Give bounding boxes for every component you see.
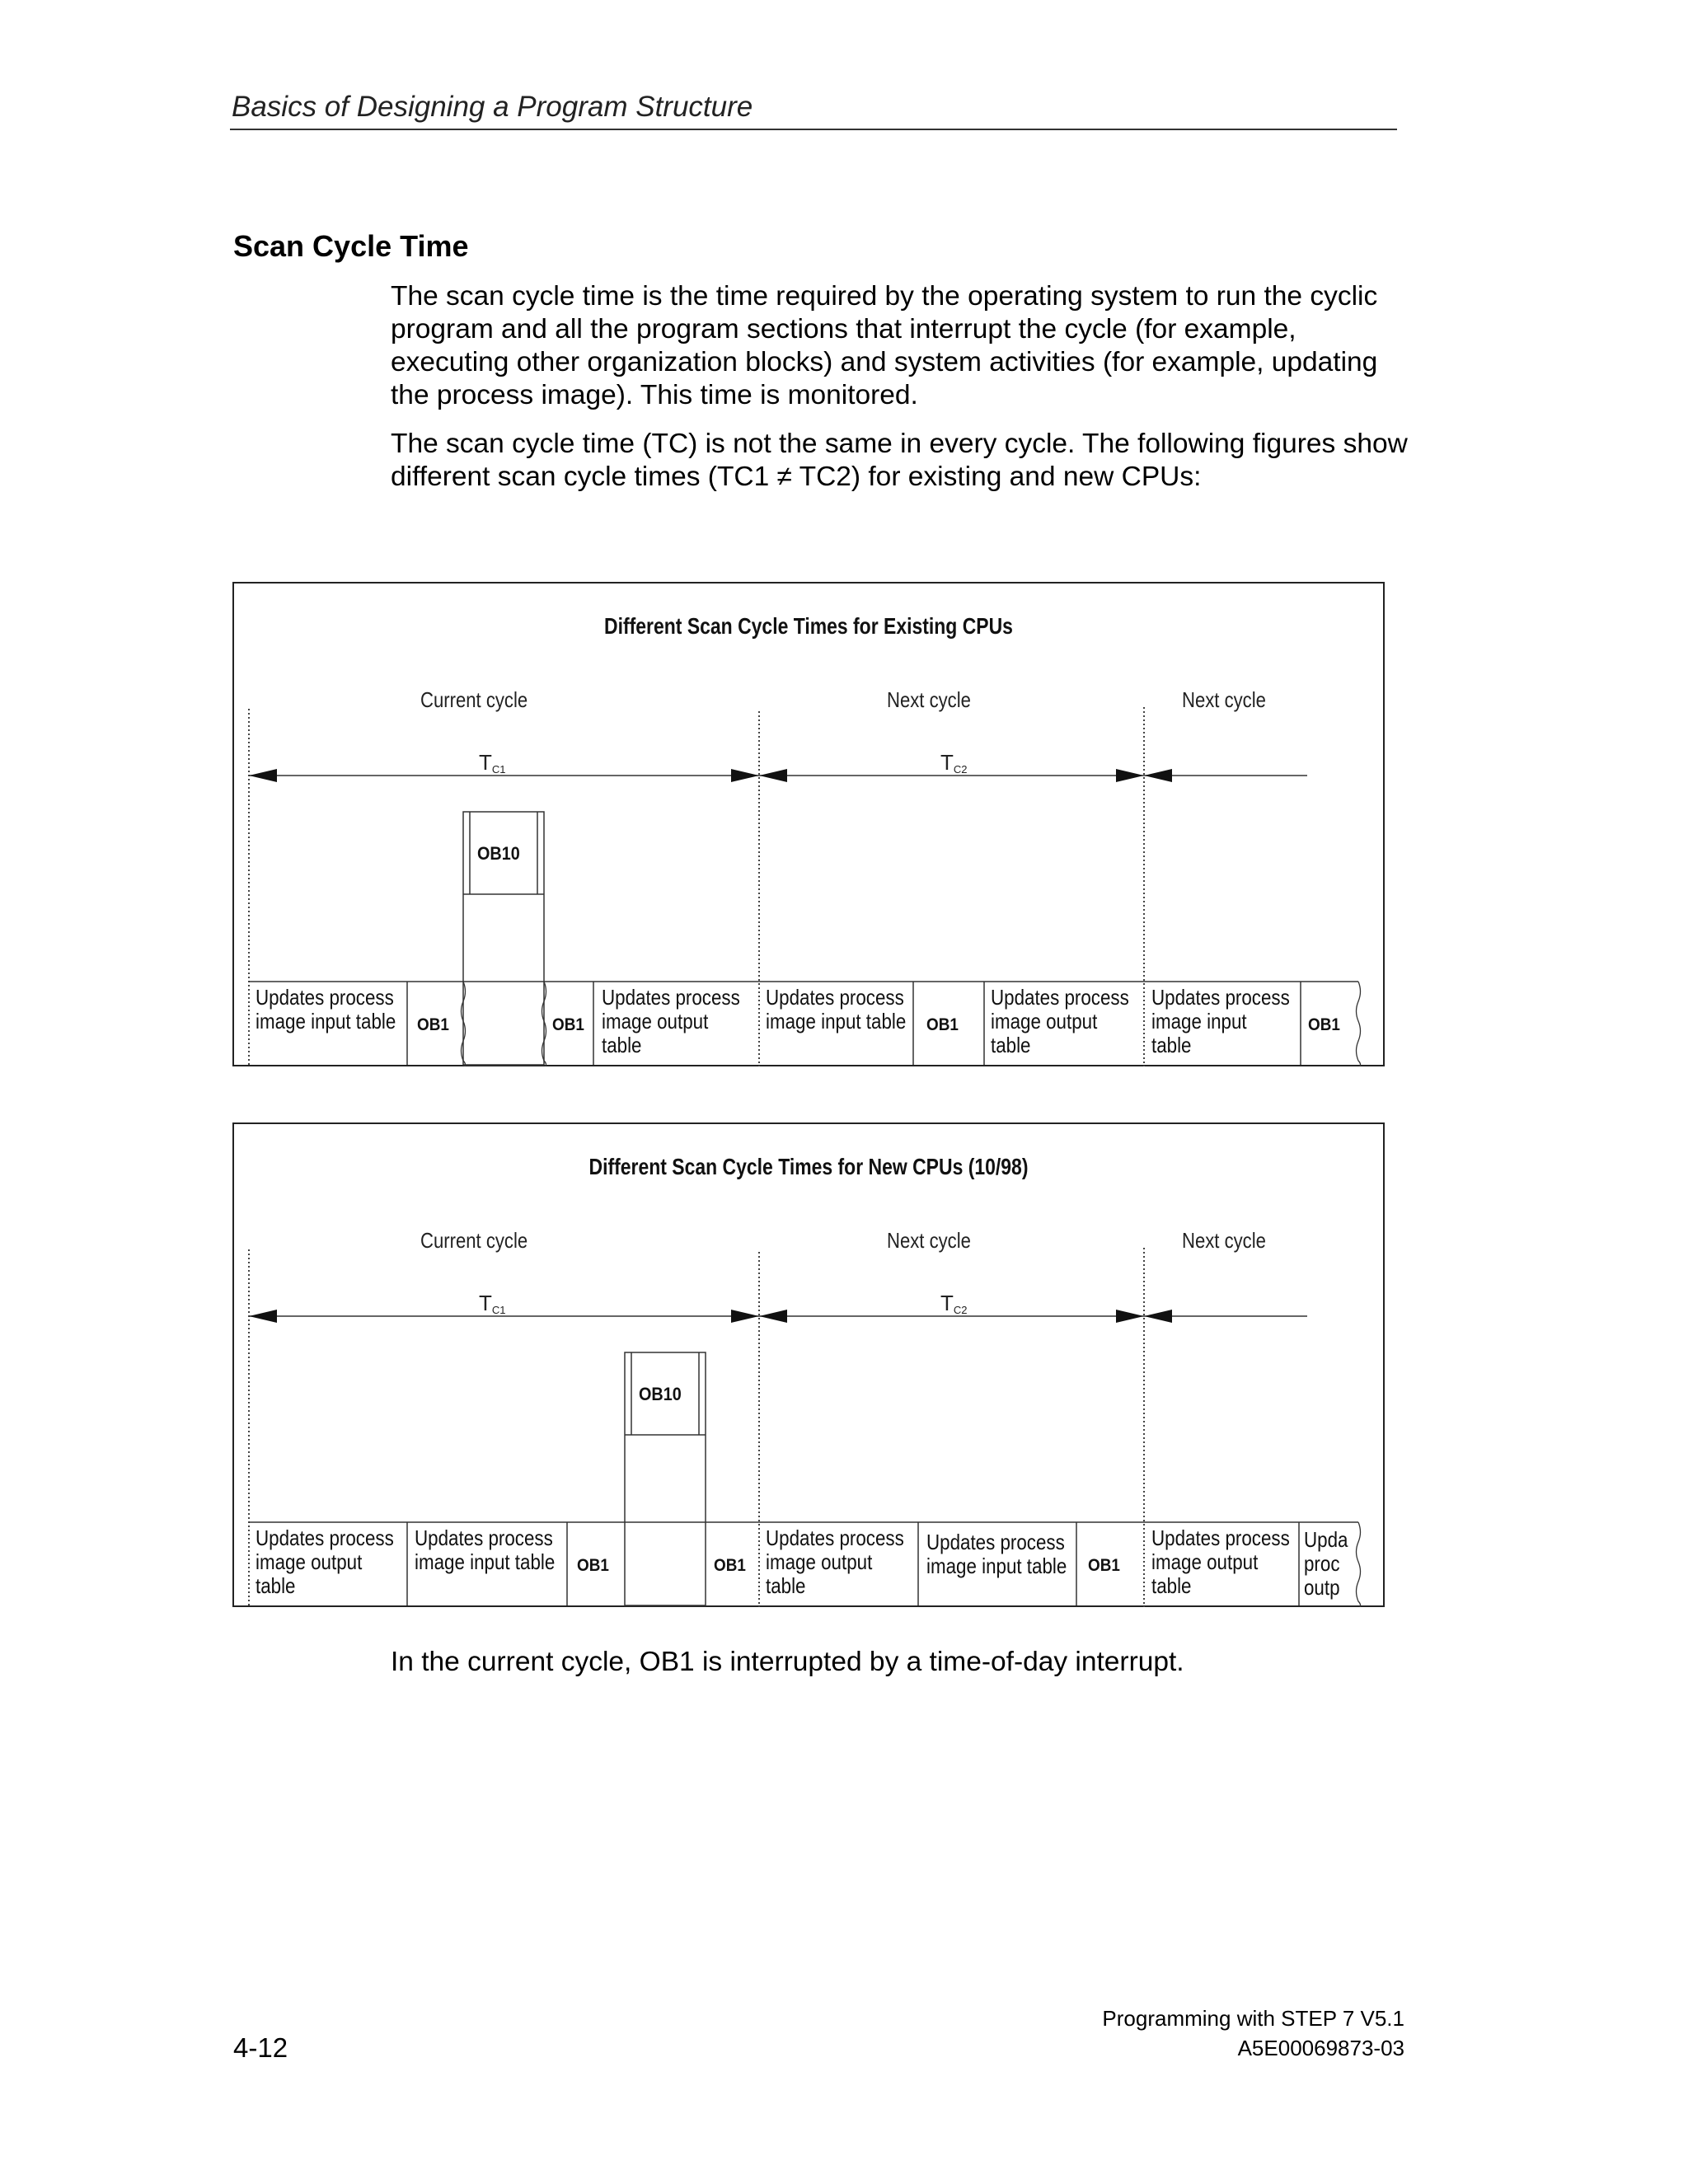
page-number: 4-12 xyxy=(233,2032,288,2063)
next-cycle-label: Next cycle xyxy=(1182,1228,1266,1253)
figure-new-cpus xyxy=(232,1122,1385,1607)
ob1-block: OB1 xyxy=(926,1015,959,1034)
cell-update-output: Updates process image output table xyxy=(256,1526,394,1598)
figure-title: Different Scan Cycle Times for New CPUs (10/98) xyxy=(588,1154,1029,1179)
ob1-block: OB1 xyxy=(714,1556,746,1575)
paragraph-intro: The scan cycle time is the time required by the operating system to run the cyclic program and all the program sections that interrupt the cycle (for example, executing other organization blocks) and system activities (for example, updating the process image). This time is monitored. xyxy=(391,281,1378,410)
cell-update-input: Updates process image input table xyxy=(256,985,396,1033)
footer-document-info xyxy=(1102,2004,1404,2063)
footer-doc-number: A5E00069873-03 xyxy=(1237,2036,1404,2060)
running-header: Basics of Designing a Program Structure xyxy=(232,91,753,123)
paragraph-figures-intro: The scan cycle time (TC) is not the same in every cycle. The following figures show different scan cycle times (TC1 ≠ TC2) for existing and new CPUs: xyxy=(391,429,1408,492)
cell-update-output: Updates process image output table xyxy=(766,1526,904,1598)
header-rule xyxy=(230,129,1397,130)
current-cycle-label: Current cycle xyxy=(420,687,528,712)
cell-update-output-truncated: Upda proc outp xyxy=(1304,1527,1348,1600)
ob1-block: OB1 xyxy=(1308,1015,1340,1034)
ob10-block: OB10 xyxy=(639,1384,682,1404)
next-cycle-label: Next cycle xyxy=(887,1228,971,1253)
cell-update-input: Updates process image input table xyxy=(766,985,907,1033)
cell-update-output: Updates process image output table xyxy=(991,985,1129,1057)
ob1-block: OB1 xyxy=(577,1556,609,1575)
tc2-label: $T_{C2}$ xyxy=(940,750,968,776)
figure-existing-cpus xyxy=(232,582,1385,1066)
footer-doc-title: Programming with STEP 7 V5.1 xyxy=(1102,2006,1404,2031)
next-cycle-label: Next cycle xyxy=(1182,687,1266,712)
section-title: Scan Cycle Time xyxy=(233,229,469,263)
ob1-block: OB1 xyxy=(1088,1556,1120,1575)
current-cycle-label: Current cycle xyxy=(420,1228,528,1253)
next-cycle-label: Next cycle xyxy=(887,687,971,712)
cell-update-output: Updates process image output table xyxy=(1151,1526,1290,1598)
cell-update-input: Updates process image input table xyxy=(1151,985,1290,1057)
ob10-block: OB10 xyxy=(477,843,520,864)
cell-update-input: Updates process image input table xyxy=(926,1530,1067,1578)
tc2-label: $T_{C2}$ xyxy=(940,1291,968,1316)
tc1-label: $T_{C1}$ xyxy=(479,750,506,776)
tc1-label: $T_{C1}$ xyxy=(479,1291,506,1316)
paragraph-conclusion: In the current cycle, OB1 is interrupted by a time-of-day interrupt. xyxy=(391,1647,1184,1677)
cell-update-input: Updates process image input table xyxy=(415,1526,556,1574)
ob1-block: OB1 xyxy=(417,1015,449,1034)
ob1-block: OB1 xyxy=(552,1015,584,1034)
figure-title: Different Scan Cycle Times for Existing CPUs xyxy=(604,613,1013,639)
cell-update-output: Updates process image output table xyxy=(602,985,740,1057)
